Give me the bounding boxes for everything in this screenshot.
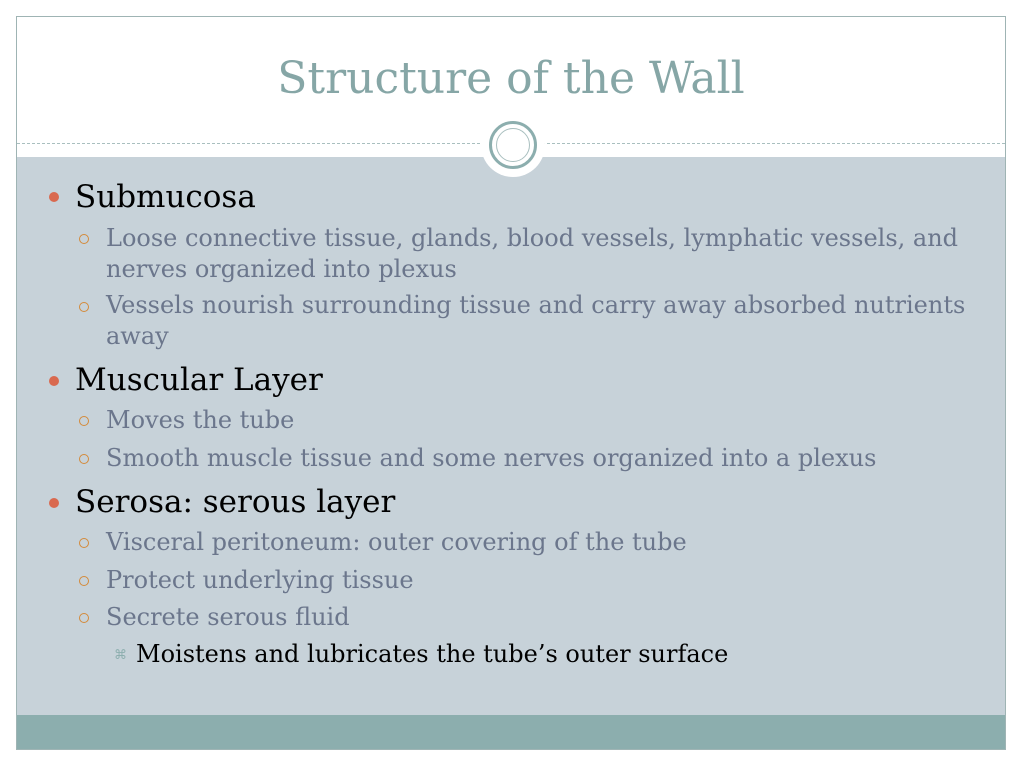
- section-heading-serosa: Serosa: serous layer: [75, 484, 396, 520]
- ring-ornament-inner-circle: [496, 128, 530, 162]
- slide-title: Structure of the Wall: [277, 53, 745, 104]
- hollow-circle-bullet-icon: [79, 576, 89, 586]
- hollow-circle-bullet-icon: [79, 613, 89, 623]
- star-bullet-icon: ⌘: [114, 648, 127, 663]
- ring-ornament-icon: [481, 113, 545, 177]
- slide-frame: [16, 16, 1006, 750]
- hollow-circle-bullet-icon: [79, 454, 89, 464]
- ring-ornament-outer-circle: [489, 121, 537, 169]
- bullet-point: Vessels nourish surrounding tissue and carry away absorbed nutrients away: [106, 291, 966, 350]
- filled-circle-bullet-icon: [49, 376, 59, 386]
- hollow-circle-bullet-icon: [79, 302, 89, 312]
- bullet-point: Moves the tube: [106, 406, 295, 434]
- filled-circle-bullet-icon: [49, 192, 59, 202]
- sub-bullet-point: Moistens and lubricates the tube’s outer surface: [136, 640, 729, 668]
- bullet-point: Smooth muscle tissue and some nerves organized into a plexus: [106, 444, 877, 472]
- section-heading-submucosa: Submucosa: [75, 179, 256, 215]
- section-heading-muscular-layer: Muscular Layer: [75, 362, 323, 398]
- bullet-point: Protect underlying tissue: [106, 566, 414, 594]
- bullet-point: Loose connective tissue, glands, blood vessels, lymphatic vessels, and nerves organized into plexus: [106, 224, 959, 283]
- bullet-point: Visceral peritoneum: outer covering of the tube: [106, 528, 687, 556]
- hollow-circle-bullet-icon: [79, 416, 89, 426]
- bullet-point: Secrete serous fluid: [106, 603, 350, 631]
- footer-bar: [17, 715, 1005, 750]
- content-area: [17, 157, 1005, 715]
- filled-circle-bullet-icon: [49, 498, 59, 508]
- hollow-circle-bullet-icon: [79, 538, 89, 548]
- hollow-circle-bullet-icon: [79, 234, 89, 244]
